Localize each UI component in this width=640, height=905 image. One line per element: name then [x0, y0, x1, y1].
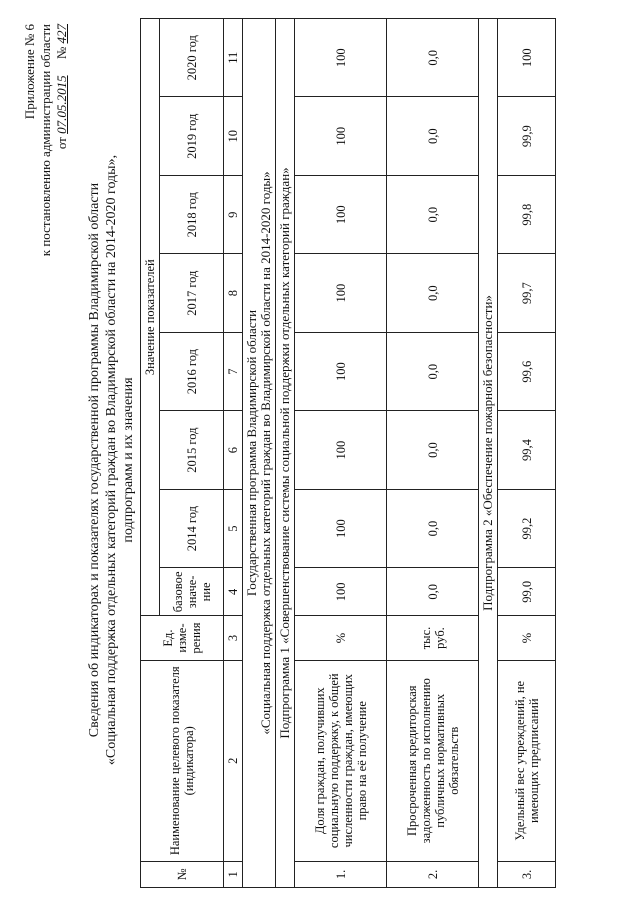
table-row [387, 19, 479, 888]
subprogram2-cell: Подпрограмма 2 «Обеспечение пожарной безопасности» [479, 19, 498, 888]
col-number: 8 [224, 254, 243, 332]
row-unit: тыс. руб. [387, 616, 479, 660]
row-value: 99,6 [498, 332, 556, 410]
date-prefix: от [54, 137, 69, 150]
row-value: 99,4 [498, 411, 556, 489]
row-value: 0,0 [387, 568, 479, 616]
table-row [295, 19, 387, 888]
row-value: 100 [295, 175, 387, 253]
row-value: 0,0 [387, 411, 479, 489]
row-value: 100 [295, 254, 387, 332]
header-values-group: Значение показателей [141, 19, 160, 616]
row-name: Просроченная кредиторская задолженность по исполнению публичных нормативных обязательств [387, 660, 479, 861]
row-unit: % [295, 616, 387, 660]
row-num: 1. [295, 861, 387, 887]
col-number: 2 [224, 660, 243, 861]
col-number: 4 [224, 568, 243, 616]
title-line1: Сведения об индикаторах и показателях государственной программы Владимирской области [87, 182, 102, 738]
appendix-date-line [54, 24, 70, 256]
row-value: 100 [295, 489, 387, 567]
header-year: 2016 год [160, 332, 224, 410]
row-value: 100 [295, 97, 387, 175]
header-name: Наименование целевого показателя (индикатора) [141, 660, 224, 861]
row-value: 100 [295, 332, 387, 410]
row-value: 99,7 [498, 254, 556, 332]
row-value: 99,2 [498, 489, 556, 567]
col-number: 9 [224, 175, 243, 253]
row-value: 0,0 [387, 97, 479, 175]
appendix-block [22, 24, 70, 256]
row-name: Доля граждан, получивших социальную поддержку, к общей численности граждан, имеющих право на её получение [295, 660, 387, 861]
row-value: 0,0 [387, 175, 479, 253]
header-year: 2019 год [160, 97, 224, 175]
row-value: 99,0 [498, 568, 556, 616]
header-year: 2018 год [160, 175, 224, 253]
row-num: 2. [387, 861, 479, 887]
col-number: 5 [224, 489, 243, 567]
date-value: 07.05.2015 [54, 75, 69, 134]
col-number: 3 [224, 616, 243, 660]
row-name: Удельный вес учреждений, не имеющих предписаний [498, 660, 556, 861]
row-num: 3. [498, 861, 556, 887]
row-value: 0,0 [387, 332, 479, 410]
subprogram1-row [276, 19, 295, 888]
table-row [498, 19, 556, 888]
indicators-table [140, 18, 556, 888]
number-prefix: № [54, 46, 69, 60]
row-value: 100 [498, 19, 556, 98]
row-value: 100 [295, 411, 387, 489]
col-number: 1 [224, 861, 243, 887]
number-value: 427 [54, 24, 69, 44]
row-unit: % [498, 616, 556, 660]
row-value: 0,0 [387, 489, 479, 567]
header-year: 2017 год [160, 254, 224, 332]
col-number: 11 [224, 19, 243, 98]
header-year: 2020 год [160, 19, 224, 98]
row-value: 100 [295, 568, 387, 616]
subprogram2-row [479, 19, 498, 888]
header-year: 2015 год [160, 411, 224, 489]
program-row [243, 19, 276, 888]
document-title [86, 70, 137, 850]
row-value: 0,0 [387, 254, 479, 332]
appendix-line1: Приложение № 6 [22, 24, 37, 120]
program-cell [243, 19, 276, 888]
row-value: 99,9 [498, 97, 556, 175]
subprogram1-cell: Подпрограмма 1 «Совершенствование системы социальной поддержки отдельных категорий граждан» [276, 19, 295, 888]
col-number: 6 [224, 411, 243, 489]
program-line1: Государственная программа Владимирской области [244, 309, 259, 597]
header-base: базовое значе-ние [160, 568, 224, 616]
column-numbers-row [224, 19, 243, 888]
col-number: 10 [224, 97, 243, 175]
title-line2: «Социальная поддержка отдельных категорий граждан во Владимирской области на 2014-2020 годы», [104, 154, 119, 766]
row-value: 99,8 [498, 175, 556, 253]
title-line3: подпрограмм и их значения [121, 377, 136, 543]
header-unit: Ед. изме-рения [141, 616, 224, 660]
header-year: 2014 год [160, 489, 224, 567]
appendix-line2: к постановлению администрации области [38, 24, 53, 257]
col-number: 7 [224, 332, 243, 410]
row-value: 100 [295, 19, 387, 98]
row-value: 0,0 [387, 19, 479, 98]
program-line2: «Социальная поддержка отдельных категорий граждан во Владимирской области на 2014-2020 годы» [258, 171, 273, 735]
header-num: № [141, 861, 224, 887]
header-row-1 [141, 19, 160, 888]
rotated-page [10, 0, 630, 900]
